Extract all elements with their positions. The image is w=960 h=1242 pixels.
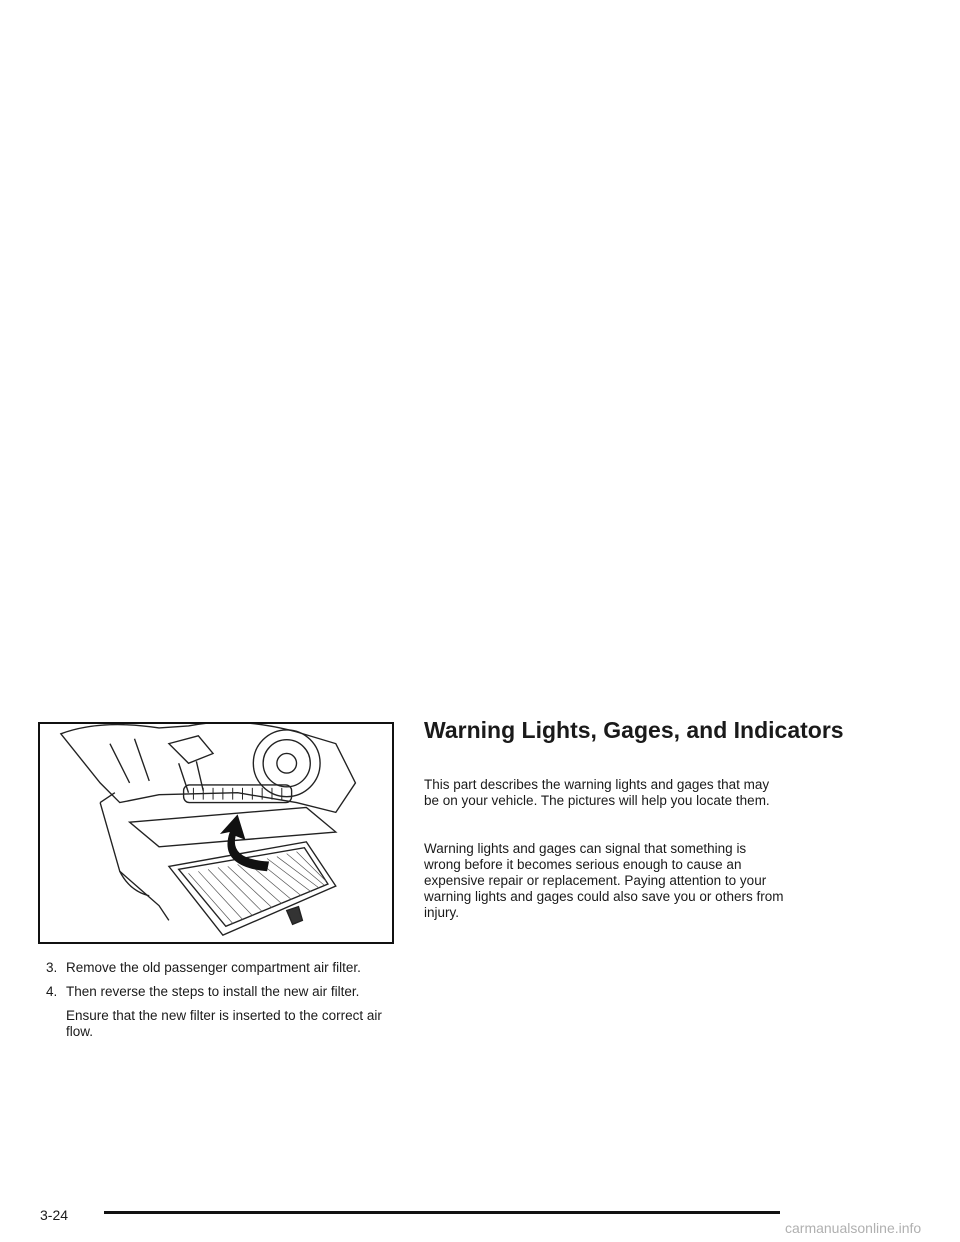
step-number: 3. (46, 960, 58, 975)
section-heading: Warning Lights, Gages, and Indicators (424, 717, 844, 743)
step-note: Ensure that the new filter is inserted to the correct air flow. (66, 1008, 382, 1039)
page-number: 3-24 (40, 1207, 69, 1223)
step-text: Remove the old passenger compartment air filter. (66, 960, 361, 975)
section-paragraph: Warning lights and gages can signal that something is wrong before it becomes serious enough to cause an expensive repair or replacement. Paying attention to your warning lights and gages could also save you or others from injury. (424, 841, 784, 920)
step-list (46, 960, 396, 1040)
air-filter-figure (38, 722, 394, 944)
step-item (46, 984, 396, 1000)
watermark: carmanualsonline.info (785, 1220, 922, 1236)
footer-rule (104, 1211, 780, 1214)
section-paragraph: This part describes the warning lights and gages that may be on your vehicle. The pictures will help you locate them. (424, 777, 770, 808)
air-filter-drawing (40, 724, 392, 942)
step-number: 4. (46, 984, 58, 999)
step-text: Then reverse the steps to install the new air filter. (66, 984, 360, 999)
step-item (46, 960, 396, 976)
